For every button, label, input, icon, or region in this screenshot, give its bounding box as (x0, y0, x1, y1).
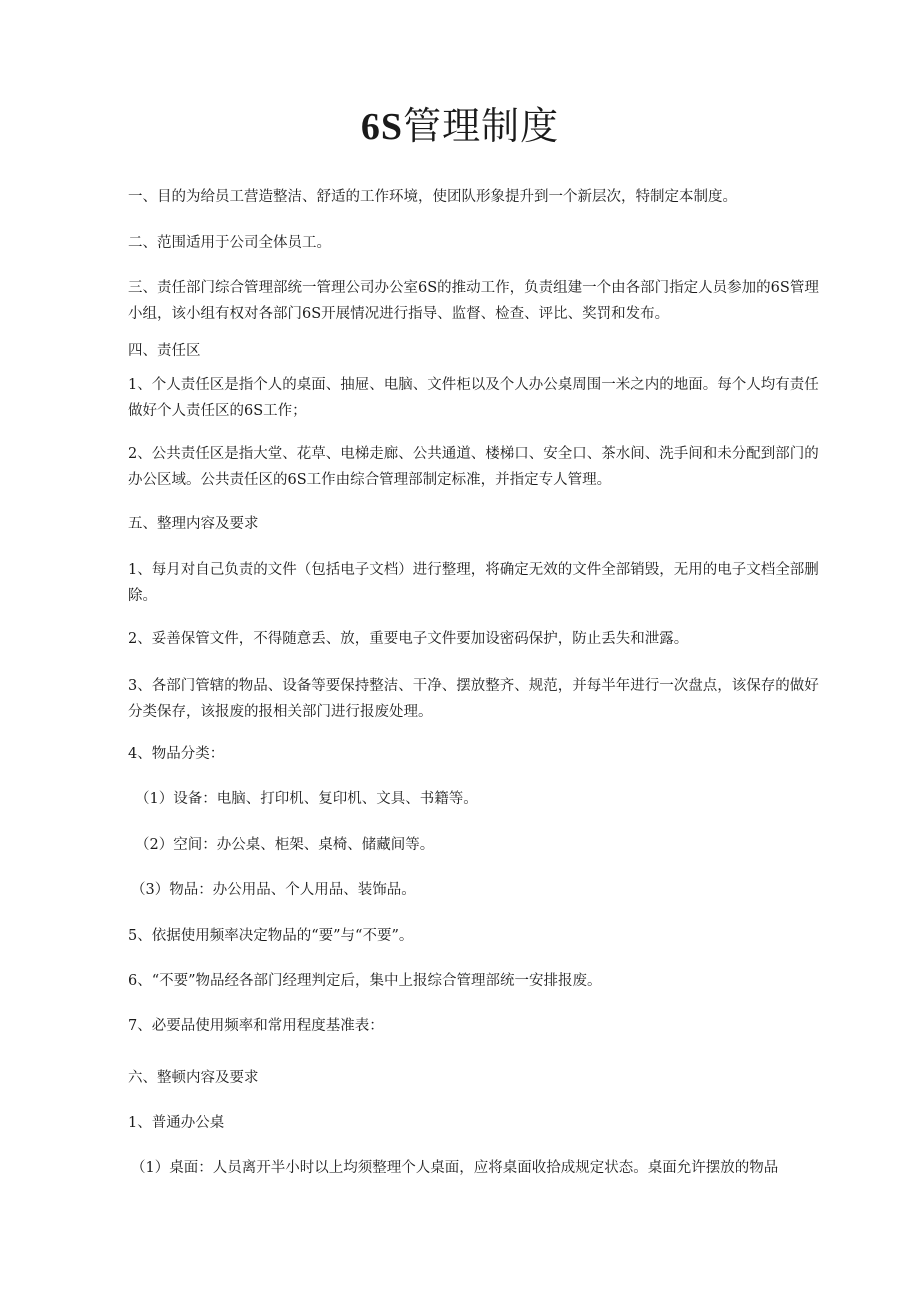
title-suffix: 管理制度 (403, 104, 560, 148)
paragraph-arrange-1: 1、普通办公桌 (128, 1115, 225, 1131)
paragraph-public-area: 2、公共责任区是指大堂、花草、电梯走廊、公共通道、楼梯口、安全口、茶水间、洗手间和未分配到部门的办公区域。公共责任区的6S工作由综合管理部制定标准，并指定专人管理。 (128, 446, 819, 488)
heading-arrange-requirements: 六、整顿内容及要求 (128, 1070, 259, 1086)
paragraph-sort-5: 5、依据使用频率决定物品的“要”与“不要”。 (128, 928, 414, 944)
paragraph-sort-7: 7、必要品使用频率和常用程度基准表： (128, 1018, 384, 1034)
paragraph-scope: 二、范围适用于公司全体员工。 (128, 235, 331, 251)
list-item-goods: （3）物品：办公用品、个人用品、装饰品。 (131, 882, 416, 898)
paragraph-personal-area: 1、个人责任区是指个人的桌面、抽屉、电脑、文件柜以及个人办公桌周围一米之内的地面。每个人均有责任做好个人责任区的6S工作； (128, 377, 819, 419)
title-prefix: 6S (360, 106, 404, 148)
paragraph-responsibility: 三、责任部门综合管理部统一管理公司办公室6S的推动工作，负责组建一个由各部门指定人员参加的6S管理小组，该小组有权对各部门6S开展情况进行指导、监督、检查、评比、奖罚和发布。 (128, 280, 819, 322)
paragraph-purpose: 一、目的为给员工营造整洁、舒适的工作环境，使团队形象提升到一个新层次，特制定本制度。 (128, 189, 737, 205)
heading-responsibility-area: 四、责任区 (128, 343, 201, 359)
paragraph-sort-4: 4、物品分类： (128, 746, 225, 762)
paragraph-desk-surface: （1）桌面：人员离开半小时以上均须整理个人桌面，应将桌面收拾成规定状态。桌面允许摆放的物品 (131, 1160, 779, 1176)
page-title (0, 98, 920, 155)
paragraph-sort-3: 3、各部门管辖的物品、设备等要保持整洁、干净、摆放整齐、规范，并每半年进行一次盘点，该保存的做好分类保存，该报废的报相关部门进行报废处理。 (128, 678, 819, 720)
paragraph-sort-1: 1、每月对自己负责的文件（包括电子文档）进行整理，将确定无效的文件全部销毁，无用的电子文档全部删除。 (128, 562, 819, 604)
paragraph-sort-2: 2、妥善保管文件，不得随意丢、放，重要电子文件要加设密码保护，防止丢失和泄露。 (128, 631, 689, 647)
list-item-space: （2）空间：办公桌、柜架、桌椅、储藏间等。 (135, 837, 435, 853)
paragraph-sort-6: 6、“不要”物品经各部门经理判定后，集中上报综合管理部统一安排报废。 (128, 973, 602, 989)
heading-sort-requirements: 五、整理内容及要求 (128, 516, 259, 532)
list-item-equipment: （1）设备：电脑、打印机、复印机、文具、书籍等。 (135, 791, 478, 807)
